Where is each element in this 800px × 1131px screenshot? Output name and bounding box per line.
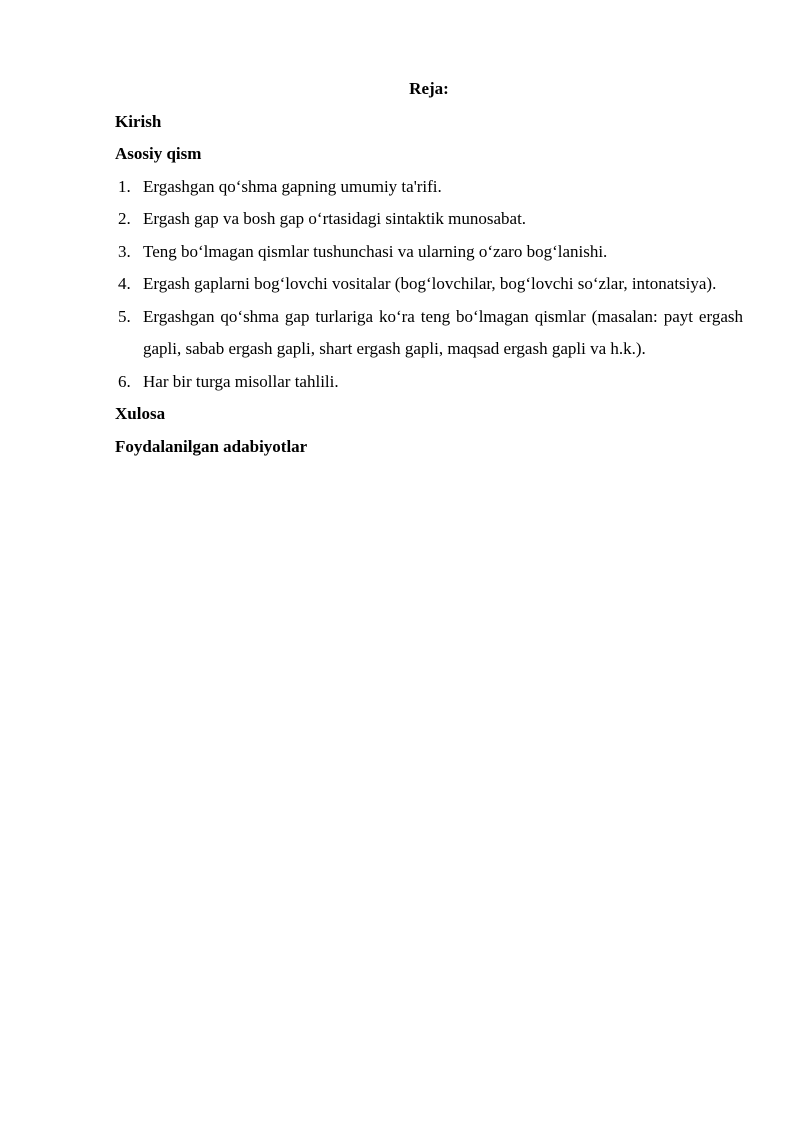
- list-item-5: [115, 301, 743, 366]
- list-item-1: [115, 171, 743, 204]
- list-item-number: 5.: [118, 306, 131, 326]
- list-item-text: Ergash gaplarni bog‘lovchi vositalar (bog‘lovchilar, bog‘lovchi so‘zlar, intonatsiya).: [143, 274, 717, 293]
- list-item-6: [115, 366, 743, 399]
- list-item-number: 4.: [118, 274, 131, 293]
- list-item-number: 3.: [118, 241, 131, 261]
- list-item-number: 2.: [118, 209, 131, 228]
- list-item-number: 1.: [118, 176, 131, 196]
- list-item-number: 6.: [118, 371, 131, 391]
- list-item-text: Ergashgan qo‘shma gapning umumiy ta'rifi.: [143, 176, 442, 196]
- list-item-text: Har bir turga misollar tahlili.: [143, 371, 339, 391]
- intro-heading: Kirish: [115, 111, 162, 131]
- list-item-3: [115, 236, 743, 269]
- list-item-2: [115, 203, 743, 236]
- list-item-text: Ergash gap va bosh gap o‘rtasidagi sintaktik munosabat.: [143, 209, 527, 228]
- main-part-heading: Asosiy qism: [115, 144, 202, 163]
- plan-title: Reja:: [409, 79, 449, 98]
- references-heading: Foydalanilgan adabiyotlar: [115, 436, 308, 456]
- list-item-text: Ergashgan qo‘shma gap turlariga ko‘ra teng bo‘lmagan qismlar (masalan: payt ergash gapli, sabab ergash gapli, shart ergash gapli, maqsad ergash gapli va h.k.).: [143, 306, 743, 358]
- main-part-list: [115, 171, 743, 399]
- list-item-4: [115, 268, 743, 301]
- plan-content: [115, 73, 743, 463]
- list-item-text: Teng bo‘lmagan qismlar tushunchasi va ularning o‘zaro bog‘lanishi.: [143, 241, 608, 261]
- conclusion-heading: Xulosa: [115, 404, 166, 423]
